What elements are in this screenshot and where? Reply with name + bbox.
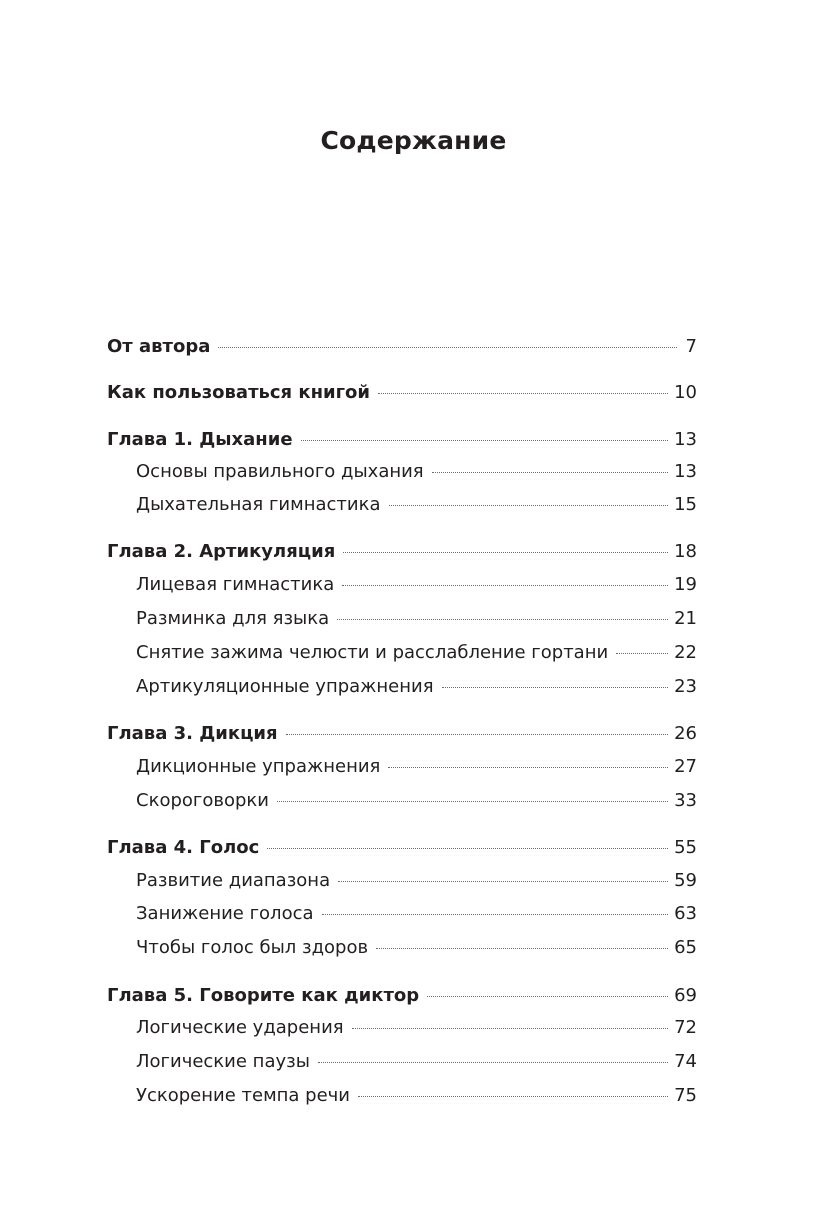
toc-entry-title: Глава 2. Артикуляция	[107, 541, 336, 562]
toc-entry-page: 13	[674, 461, 697, 482]
toc-entry-page: 69	[674, 985, 697, 1006]
toc-entry-title: Снятие зажима челюсти и расслабление гортани	[136, 642, 609, 663]
toc-entry-title: Глава 1. Дыхание	[107, 429, 293, 450]
toc-entry[interactable]	[136, 931, 697, 965]
toc-entry-page: 21	[674, 608, 697, 629]
toc-leader-dots	[352, 1028, 668, 1029]
toc-leader-dots	[286, 734, 668, 735]
toc-entry[interactable]	[136, 864, 697, 898]
toc-entry-title: Глава 5. Говорите как диктор	[107, 985, 420, 1006]
toc-leader-dots	[389, 505, 669, 506]
toc-leader-dots	[343, 552, 668, 553]
toc-leader-dots	[338, 881, 668, 882]
toc-entry-title: Ускорение темпа речи	[136, 1085, 351, 1106]
toc-entry-title: Дикционные упражнения	[136, 756, 381, 777]
toc-leader-dots	[318, 1062, 668, 1063]
toc-leader-dots	[376, 948, 668, 949]
toc-leader-dots	[218, 347, 677, 348]
toc-entry-title: Развитие диапазона	[136, 870, 331, 891]
toc-entry-title: Как пользоваться книгой	[107, 382, 371, 403]
toc-entry-title: Лицевая гимнастика	[136, 574, 335, 595]
toc-entry[interactable]	[136, 636, 697, 670]
toc-entry-page: 55	[674, 837, 697, 858]
toc-entry[interactable]	[107, 717, 697, 751]
toc-entry[interactable]	[136, 602, 697, 636]
toc-entry-page: 59	[674, 870, 697, 891]
toc-entry-title: Скороговорки	[136, 790, 269, 811]
toc-entry-page: 22	[674, 642, 697, 663]
toc-entry-page: 65	[674, 937, 697, 958]
toc-entry-page: 74	[674, 1051, 697, 1072]
toc-entry-title: Логические ударения	[136, 1017, 344, 1038]
toc-entry-page: 19	[674, 574, 697, 595]
toc-leader-dots	[337, 619, 668, 620]
toc-leader-dots	[442, 687, 669, 688]
toc-entry-page: 10	[674, 382, 697, 403]
toc-entry[interactable]	[107, 330, 697, 364]
toc-leader-dots	[301, 440, 669, 441]
toc-entry[interactable]	[107, 423, 697, 457]
toc-entry-title: Глава 4. Голос	[107, 837, 260, 858]
toc-entry[interactable]	[136, 488, 697, 522]
toc-entry[interactable]	[136, 670, 697, 704]
toc-entry[interactable]	[136, 568, 697, 602]
toc-entry-page: 13	[674, 429, 697, 450]
toc-entry-title: Логические паузы	[136, 1051, 310, 1072]
toc-leader-dots	[277, 801, 668, 802]
toc-entry[interactable]	[136, 455, 697, 489]
toc-entry[interactable]	[136, 897, 697, 931]
toc-entry-page: 75	[674, 1085, 697, 1106]
toc-entry-title: Чтобы голос был здоров	[136, 937, 369, 958]
toc-leader-dots	[616, 653, 668, 654]
toc-entry-page: 15	[674, 494, 697, 515]
toc-leader-dots	[388, 767, 668, 768]
toc-leader-dots	[378, 393, 668, 394]
toc-entry-page: 72	[674, 1017, 697, 1038]
toc-entry-page: 33	[674, 790, 697, 811]
toc-entry-title: Основы правильного дыхания	[136, 461, 424, 482]
toc-leader-dots	[267, 848, 668, 849]
toc-entry-page: 63	[674, 903, 697, 924]
toc-leader-dots	[342, 585, 668, 586]
toc-entry[interactable]	[136, 1011, 697, 1045]
page-title: Содержание	[320, 126, 507, 155]
toc-entry-page: 18	[674, 541, 697, 562]
toc-entry-title: Разминка для языка	[136, 608, 330, 629]
toc-entry[interactable]	[107, 831, 697, 865]
toc-entry[interactable]	[136, 784, 697, 818]
toc-leader-dots	[432, 472, 668, 473]
toc-entry[interactable]	[136, 1079, 697, 1113]
toc-entry-title: Занижение голоса	[136, 903, 314, 924]
toc-entry-page: 27	[674, 756, 697, 777]
toc-entry-page: 26	[674, 723, 697, 744]
toc-entry-title: Дыхательная гимнастика	[136, 494, 381, 515]
toc-entry-title: Артикуляционные упражнения	[136, 676, 434, 697]
toc-entry[interactable]	[107, 979, 697, 1013]
toc-entry-page: 7	[685, 336, 697, 357]
toc-entry[interactable]	[107, 535, 697, 569]
toc-entry[interactable]	[136, 750, 697, 784]
toc-leader-dots	[358, 1096, 668, 1097]
toc-entry[interactable]	[107, 376, 697, 410]
toc-entry-page: 23	[674, 676, 697, 697]
toc-entry[interactable]	[136, 1045, 697, 1079]
toc-entry-title: Глава 3. Дикция	[107, 723, 278, 744]
toc-leader-dots	[427, 996, 668, 997]
toc-entry-title: От автора	[107, 336, 211, 357]
toc-leader-dots	[322, 914, 669, 915]
